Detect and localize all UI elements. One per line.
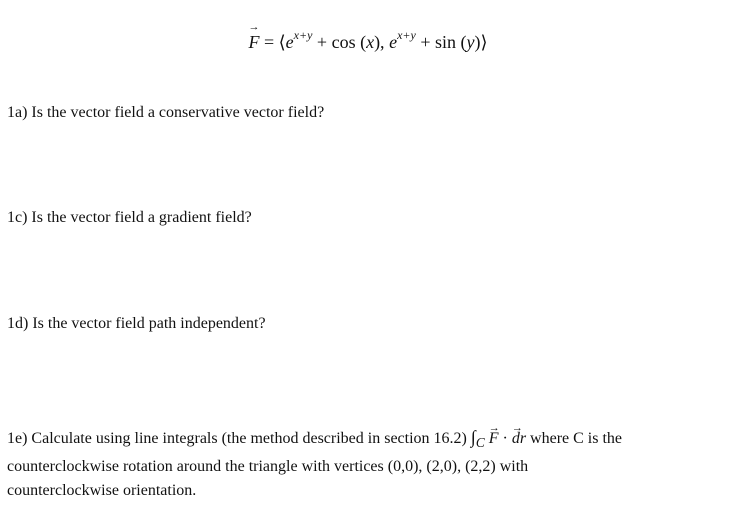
formula-y-var: y (466, 32, 475, 52)
integrand-dr: → dr (512, 427, 526, 451)
question-1e-tail: where C is the (526, 430, 623, 447)
question-1e-line3: counterclockwise orientation. (7, 482, 197, 500)
formula-exp1-base: e (285, 32, 294, 52)
question-1e-line1 (7, 425, 727, 455)
question-1c: 1c) Is the vector field a gradient field? (7, 209, 252, 226)
line-integral-subscript: C (475, 435, 485, 451)
formula-part2-close: )⟩ (474, 32, 488, 52)
formula-part1-close: ), (374, 32, 390, 52)
formula-equals: = ⟨ (259, 32, 286, 52)
formula-part2-rest: + sin ( (415, 32, 467, 52)
formula-F: → F (248, 32, 259, 53)
integrand-dot: · (498, 430, 512, 447)
formula-part1-rest: + cos ( (312, 32, 367, 52)
question-1e-text: 1e) Calculate using line integrals (the method described in section 16.2) (7, 430, 471, 447)
question-1e-line2: counterclockwise rotation around the triangle with vertices (0,0), (2,0), (2,2) with (7, 458, 529, 476)
formula-x-var: x (366, 32, 375, 52)
integrand-F: → F (489, 427, 499, 451)
question-1e (7, 425, 727, 503)
formula-exp2-sup: x+y (397, 28, 416, 42)
formula-exp2-base: e (389, 32, 398, 52)
line-integral-symbol: ∫ (470, 427, 476, 447)
question-1a: 1a) Is the vector field a conservative vector field? (7, 104, 325, 121)
question-1d: 1d) Is the vector field path independent? (7, 315, 266, 332)
vector-field-formula (0, 30, 736, 53)
formula-exp1-sup: x+y (293, 28, 313, 42)
